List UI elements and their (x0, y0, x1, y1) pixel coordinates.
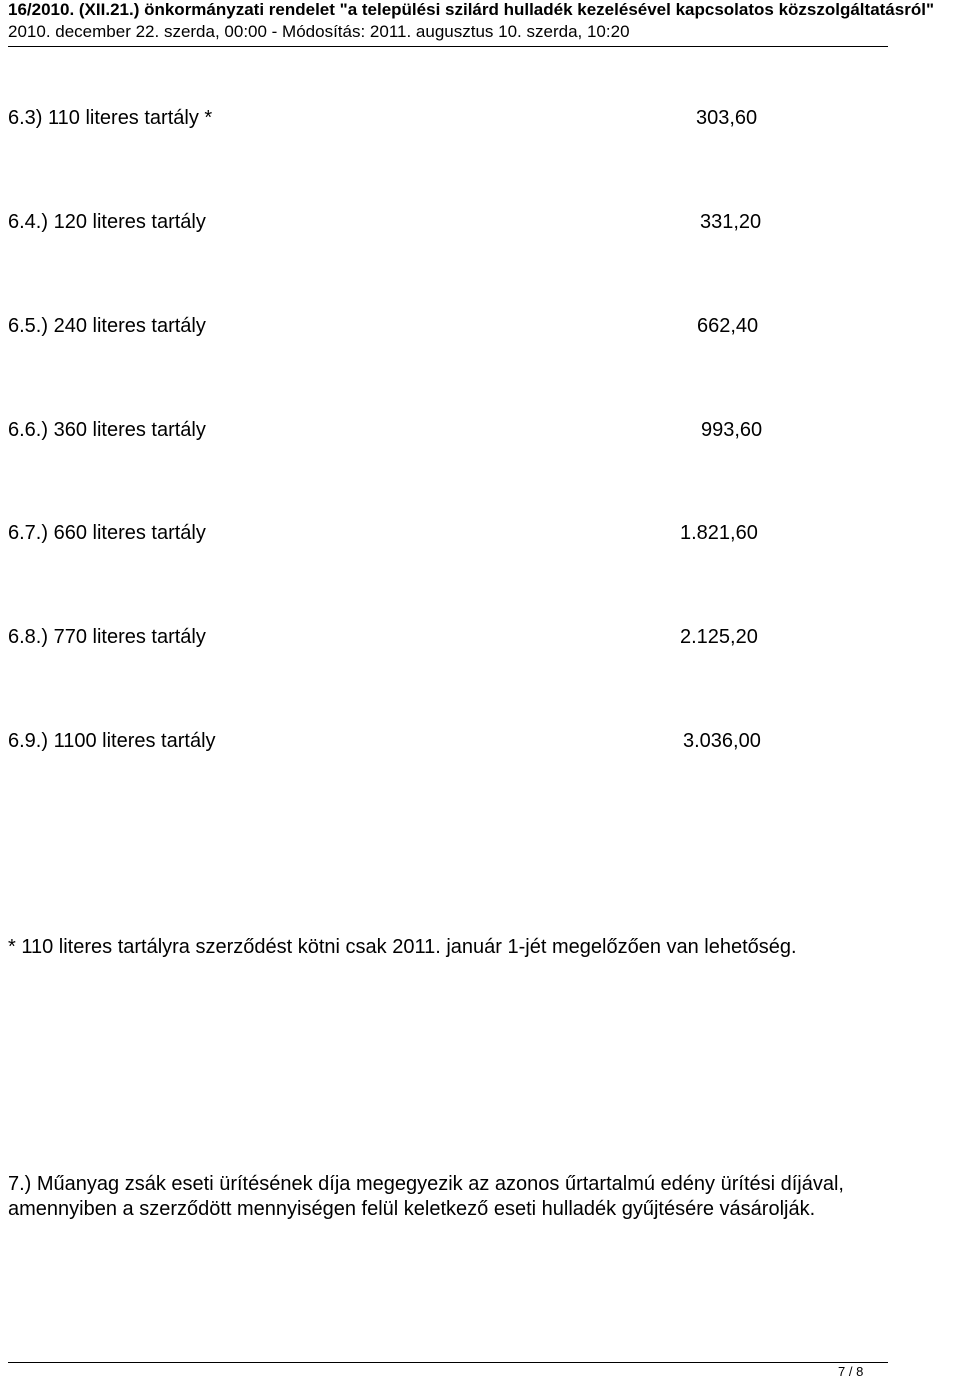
row-value: 3.036,00 (683, 730, 761, 752)
row-label: 6.8.) 770 literes tartály (8, 626, 206, 648)
footer-divider (8, 1362, 888, 1363)
row-label: 6.9.) 1100 literes tartály (8, 730, 216, 752)
row-label: 6.5.) 240 literes tartály (8, 315, 206, 337)
section-7-paragraph (8, 1172, 908, 1222)
document-title: 16/2010. (XII.21.) önkormányzati rendelet "a települési szilárd hulladék kezelésével kapcsolatos közszolgáltatásról" (8, 0, 935, 19)
row-value: 993,60 (701, 419, 763, 441)
document-dates: 2010. december 22. szerda, 00:00 - Módosítás: 2011. augusztus 10. szerda, 10:20 (8, 22, 630, 41)
page-number: 7 / 8 (838, 1364, 864, 1379)
paragraph-line-2: amennyiben a szerződött mennyiségen felül keletkező eseti hulladék gyűjtésére vásárolják. (8, 1198, 816, 1220)
row-value: 303,60 (696, 107, 758, 129)
row-value: 1.821,60 (680, 522, 758, 544)
footnote: * 110 literes tartályra szerződést kötni csak 2011. január 1-jét megelőzően van lehetőség. (8, 936, 797, 958)
row-value: 331,20 (700, 211, 762, 233)
row-label: 6.6.) 360 literes tartály (8, 419, 206, 441)
row-value: 2.125,20 (680, 626, 758, 648)
row-value: 662,40 (697, 315, 759, 337)
row-label: 6.3) 110 literes tartály * (8, 107, 213, 129)
paragraph-line-1: 7.) Műanyag zsák eseti ürítésének díja megegyezik az azonos űrtartalmú edény ürítési díjával, (8, 1173, 844, 1195)
row-label: 6.4.) 120 literes tartály (8, 211, 206, 233)
row-label: 6.7.) 660 literes tartály (8, 522, 206, 544)
header-divider (8, 46, 888, 47)
